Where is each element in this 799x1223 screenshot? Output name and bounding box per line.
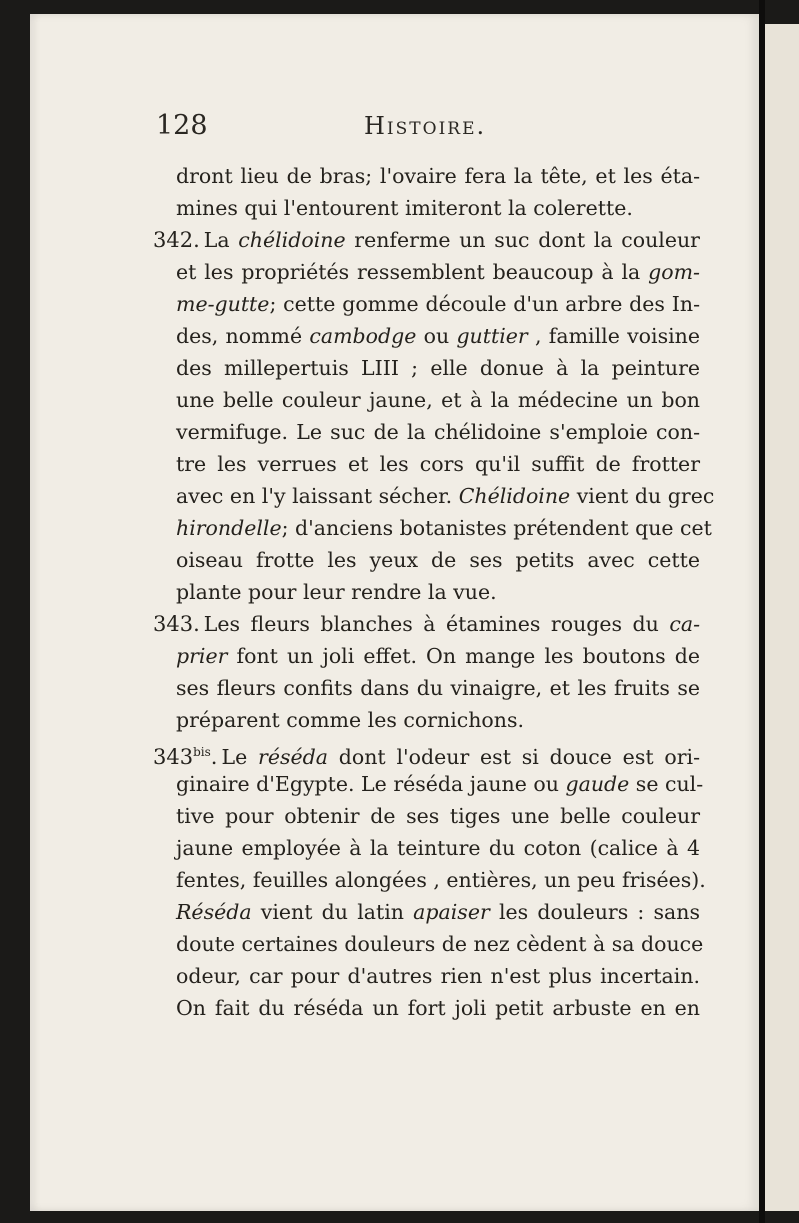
page-number: 128 — [156, 110, 208, 141]
book-spine-gutter — [759, 0, 765, 1223]
text-line: vermifuge. Le suc de la chélidoine s'emploie con- — [176, 420, 700, 444]
text-line: tre les verrues et les cors qu'il suffit de frotter — [176, 452, 700, 476]
text-line: Réséda vient du latin apaiser les douleurs : sans — [176, 900, 700, 924]
text-line: On fait du réséda un fort joli petit arbuste en en — [176, 996, 700, 1020]
text-line: 342. La chélidoine renferme un suc dont la couleur — [153, 228, 700, 252]
text-line: dront lieu de bras; l'ovaire fera la tête, et les éta- — [176, 164, 700, 188]
text-line: des, nommé cambodge ou guttier , famille voisine — [176, 324, 700, 348]
text-line: me-gutte; cette gomme découle d'un arbre des In- — [176, 292, 700, 316]
text-line: jaune employée à la teinture du coton (calice à 4 — [176, 836, 700, 860]
text-line: des millepertuis LIII ; elle donue à la peinture — [176, 356, 700, 380]
paragraph-number: $343^{bis}$. — [153, 745, 218, 769]
text-line: prier font un joli effet. On mange les boutons de — [176, 644, 700, 668]
paragraph-number: 343. — [153, 612, 200, 636]
text-line: oiseau frotte les yeux de ses petits avec cette — [176, 548, 700, 572]
paragraph-number: 342. — [153, 228, 200, 252]
adjacent-page-edge — [762, 24, 799, 1211]
text-line: et les propriétés ressemblent beaucoup à la gom- — [176, 260, 700, 284]
text-line: $343^{bis}$. Le réséda dont l'odeur est si douce est ori- — [153, 745, 700, 769]
page-header — [156, 110, 716, 150]
text-line: ginaire d'Egypte. Le réséda jaune ou gaude se cul- — [176, 772, 704, 796]
text-line: fentes, feuilles alongées , entières, un peu frisées). — [176, 868, 706, 892]
text-line: plante pour leur rendre la vue. — [176, 580, 497, 604]
text-line: mines qui l'entourent imiteront la colerette. — [176, 196, 633, 220]
text-line: avec en l'y laissant sécher. Chélidoine vient du grec — [176, 484, 715, 508]
running-head: Histoire. — [364, 112, 487, 140]
text-line: une belle couleur jaune, et à la médecine un bon — [176, 388, 700, 412]
body-text — [153, 160, 715, 1024]
text-line: 343. Les fleurs blanches à étamines rouges du ca- — [153, 612, 700, 636]
text-line: préparent comme les cornichons. — [176, 708, 525, 732]
text-line: doute certaines douleurs de nez cèdent à sa douce — [176, 932, 704, 956]
text-line: odeur, car pour d'autres rien n'est plus incertain. — [176, 964, 700, 988]
text-line: tive pour obtenir de ses tiges une belle couleur — [176, 804, 700, 828]
text-line: hirondelle; d'anciens botanistes prétendent que cet — [176, 516, 712, 540]
text-line: ses fleurs confits dans du vinaigre, et les fruits se — [176, 676, 700, 700]
